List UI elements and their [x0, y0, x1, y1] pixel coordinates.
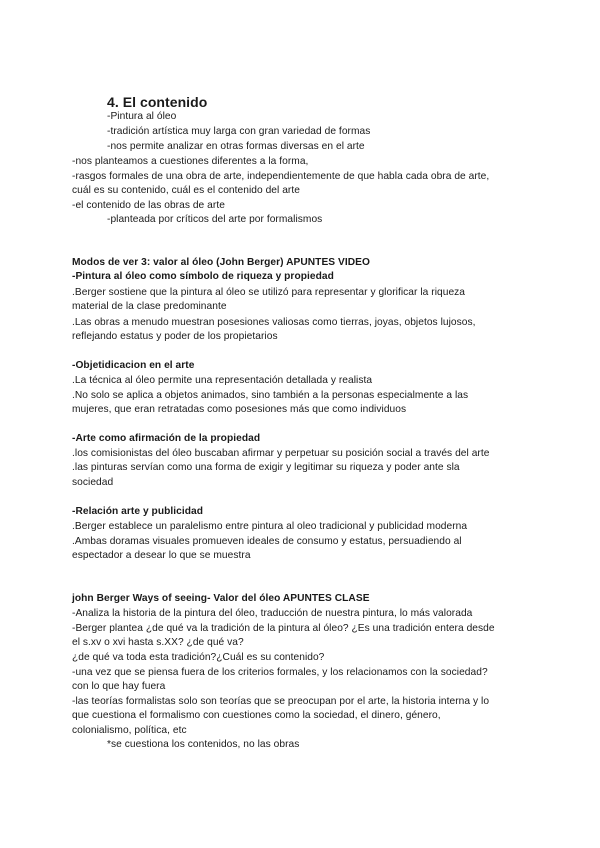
note-line: *se cuestiona los contenidos, no las obras [107, 739, 300, 750]
section-heading: 4. El contenido [107, 94, 208, 110]
text-line: -una vez que se piensa fuera de los criterios formales, y los relacionamos con la sociedad? [72, 667, 488, 678]
text-line: .Berger establece un paralelismo entre pintura al oleo tradicional y publicidad moderna [72, 521, 468, 532]
text-line: .Ambas doramas visuales promueven ideales de consumo y estatus, persuadiendo al [72, 536, 462, 547]
text-line: .los comisionistas del óleo buscaban afirmar y perpetuar su posición social a través del arte [72, 448, 490, 459]
subheading: -Pintura al óleo como símbolo de riqueza y propiedad [72, 271, 334, 282]
text-line: -nos planteamos a cuestiones diferentes a la forma, [72, 156, 309, 167]
text-line: -el contenido de las obras de arte [72, 200, 225, 211]
text-line: el s.xv o xvi hasta s.XX? ¿de qué va? [72, 637, 244, 648]
subheading: -Objetidicacion en el arte [72, 360, 195, 371]
text-line: .las pinturas servían como una forma de exigir y legitimar su riqueza y poder ante sla [72, 462, 460, 473]
text-line: .Las obras a menudo muestran posesiones valiosas como tierras, joyas, objetos lujosos, [72, 317, 476, 328]
notes-title: john Berger Ways of seeing- Valor del óleo APUNTES CLASE [72, 593, 370, 604]
text-line: -tradición artística muy larga con gran variedad de formas [107, 126, 371, 137]
text-line: espectador a desear lo que se muestra [72, 550, 251, 561]
text-line: ¿de qué va toda esta tradición?¿Cuál es su contenido? [72, 652, 325, 663]
text-line: sociedad [72, 477, 114, 488]
text-line: -planteada por críticos del arte por formalismos [107, 214, 323, 225]
text-line: -Analiza la historia de la pintura del óleo, traducción de nuestra pintura, lo más valorada [72, 608, 473, 619]
notes-title: Modos de ver 3: valor al óleo (John Berger) APUNTES VIDEO [72, 257, 370, 268]
subheading: -Relación arte y publicidad [72, 506, 203, 517]
text-line: mujeres, que eran retratadas como posesiones más que como individuos [72, 404, 407, 415]
text-line: cuál es su contenido, cuál es el contenido del arte [72, 185, 300, 196]
text-line: -nos permite analizar en otras formas diversas en el arte [107, 141, 365, 152]
text-line: -las teorías formalistas solo son teorías que se preocupan por el arte, la historia interna y lo [72, 696, 490, 707]
text-line: que cuestiona el formalismo con cuestiones como la sociedad, el dinero, género, [72, 710, 441, 721]
text-line: colonialismo, política, etc [72, 725, 187, 736]
text-line: -Pintura al óleo [107, 111, 177, 122]
text-line: .Berger sostiene que la pintura al óleo se utilizó para representar y glorificar la riqueza [72, 287, 466, 298]
text-line: .No solo se aplica a objetos animados, sino también a la personas especialmente a las [72, 390, 469, 401]
text-line: .La técnica al óleo permite una representación detallada y realista [72, 375, 373, 386]
text-line: con lo que hay fuera [72, 681, 166, 692]
text-line: reflejando estatus y poder de los propietarios [72, 331, 278, 342]
text-line: -Berger plantea ¿de qué va la tradición de la pintura al óleo? ¿Es una tradición entera desde [72, 623, 495, 634]
subheading: -Arte como afirmación de la propiedad [72, 433, 261, 444]
text-line: material de la clase predominante [72, 301, 227, 312]
text-line: -rasgos formales de una obra de arte, independientemente de que habla cada obra de arte, [72, 171, 490, 182]
